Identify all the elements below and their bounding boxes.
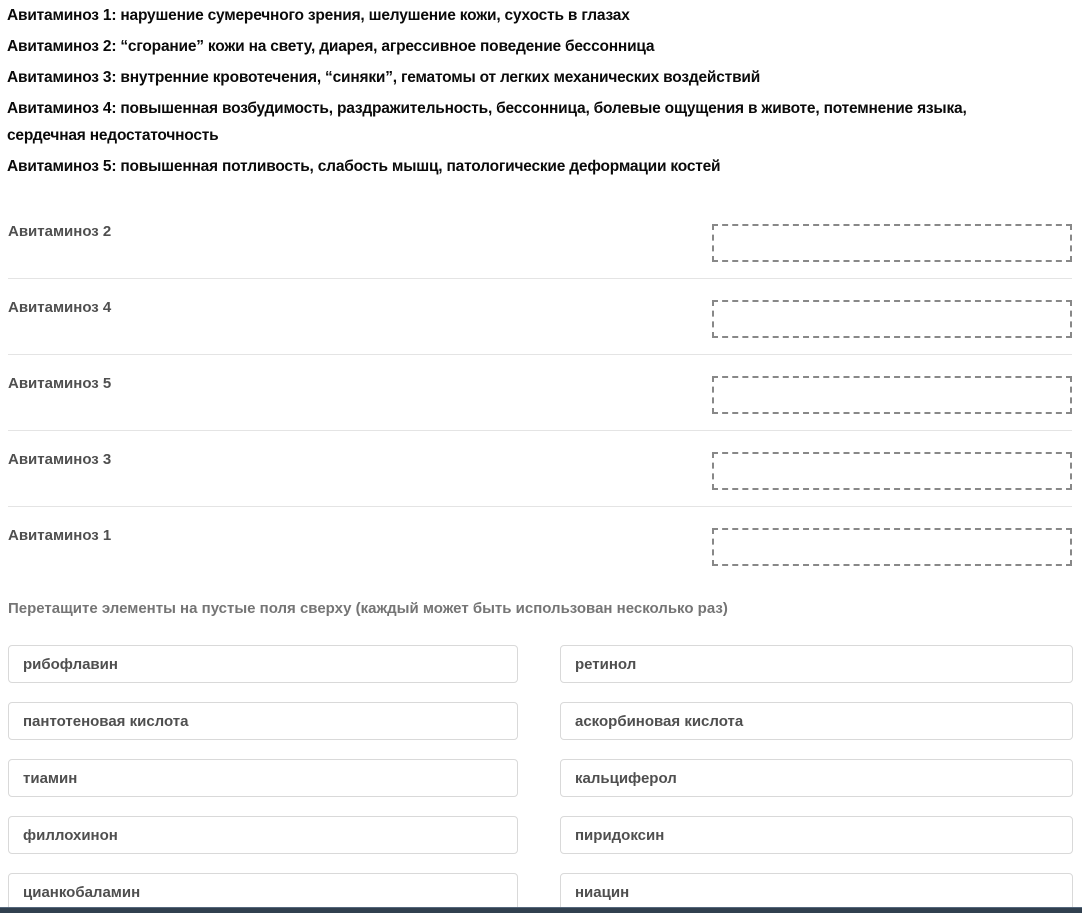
match-row-label: Авитаминоз 5 (8, 375, 112, 392)
match-row-label: Авитаминоз 3 (8, 451, 112, 468)
definition-line: Авитаминоз 4: повышенная возбудимость, раздражительность, бессонница, болевые ощущения в животе, потемнение языка, (7, 100, 967, 117)
definition-line-wrap: сердечная недостаточность (7, 127, 219, 144)
matching-section (0, 203, 1082, 583)
match-row (8, 355, 1072, 431)
dropzone-avitaminoz-5[interactable] (712, 376, 1072, 414)
drag-item-retinol[interactable]: ретинол (560, 645, 1073, 683)
definition-line: Авитаминоз 2: “сгорание” кожи на свету, диарея, агрессивное поведение бессонница (7, 38, 655, 55)
match-row (8, 279, 1072, 355)
match-row (8, 431, 1072, 507)
dropzone-avitaminoz-4[interactable] (712, 300, 1072, 338)
drag-item-niacin[interactable]: ниацин (560, 873, 1073, 911)
definition-line: Авитаминоз 3: внутренние кровотечения, “синяки”, гематомы от легких механических воздействий (7, 69, 761, 86)
definitions-block (0, 0, 1082, 180)
dropzone-avitaminoz-2[interactable] (712, 224, 1072, 262)
drag-item-cyanocobalamin[interactable]: цианкобаламин (8, 873, 518, 911)
drag-item-thiamine[interactable]: тиамин (8, 759, 518, 797)
drag-item-phylloquinone[interactable]: филлохинон (8, 816, 518, 854)
dropzone-avitaminoz-3[interactable] (712, 452, 1072, 490)
drag-item-pantothenic-acid[interactable]: пантотеновая кислота (8, 702, 518, 740)
match-row (8, 203, 1072, 279)
drag-item-riboflavin[interactable]: рибофлавин (8, 645, 518, 683)
match-row (8, 507, 1072, 583)
bottom-page-edge-bar (0, 907, 1082, 913)
drag-item-pyridoxine[interactable]: пиридоксин (560, 816, 1073, 854)
match-row-label: Авитаминоз 4 (8, 299, 112, 316)
dropzone-avitaminoz-1[interactable] (712, 528, 1072, 566)
definition-line: Авитаминоз 1: нарушение сумеречного зрения, шелушение кожи, сухость в глазах (7, 7, 630, 24)
drag-item-ascorbic-acid[interactable]: аскорбиновая кислота (560, 702, 1073, 740)
definition-line: Авитаминоз 5: повышенная потливость, слабость мышц, патологические деформации костей (7, 158, 721, 175)
drag-item-calciferol[interactable]: кальциферол (560, 759, 1073, 797)
drag-items-pool (8, 645, 1073, 911)
drag-instruction: Перетащите элементы на пустые поля сверху (каждый может быть использован несколько раз) (8, 600, 728, 617)
match-row-label: Авитаминоз 2 (8, 223, 112, 240)
match-row-label: Авитаминоз 1 (8, 527, 112, 544)
